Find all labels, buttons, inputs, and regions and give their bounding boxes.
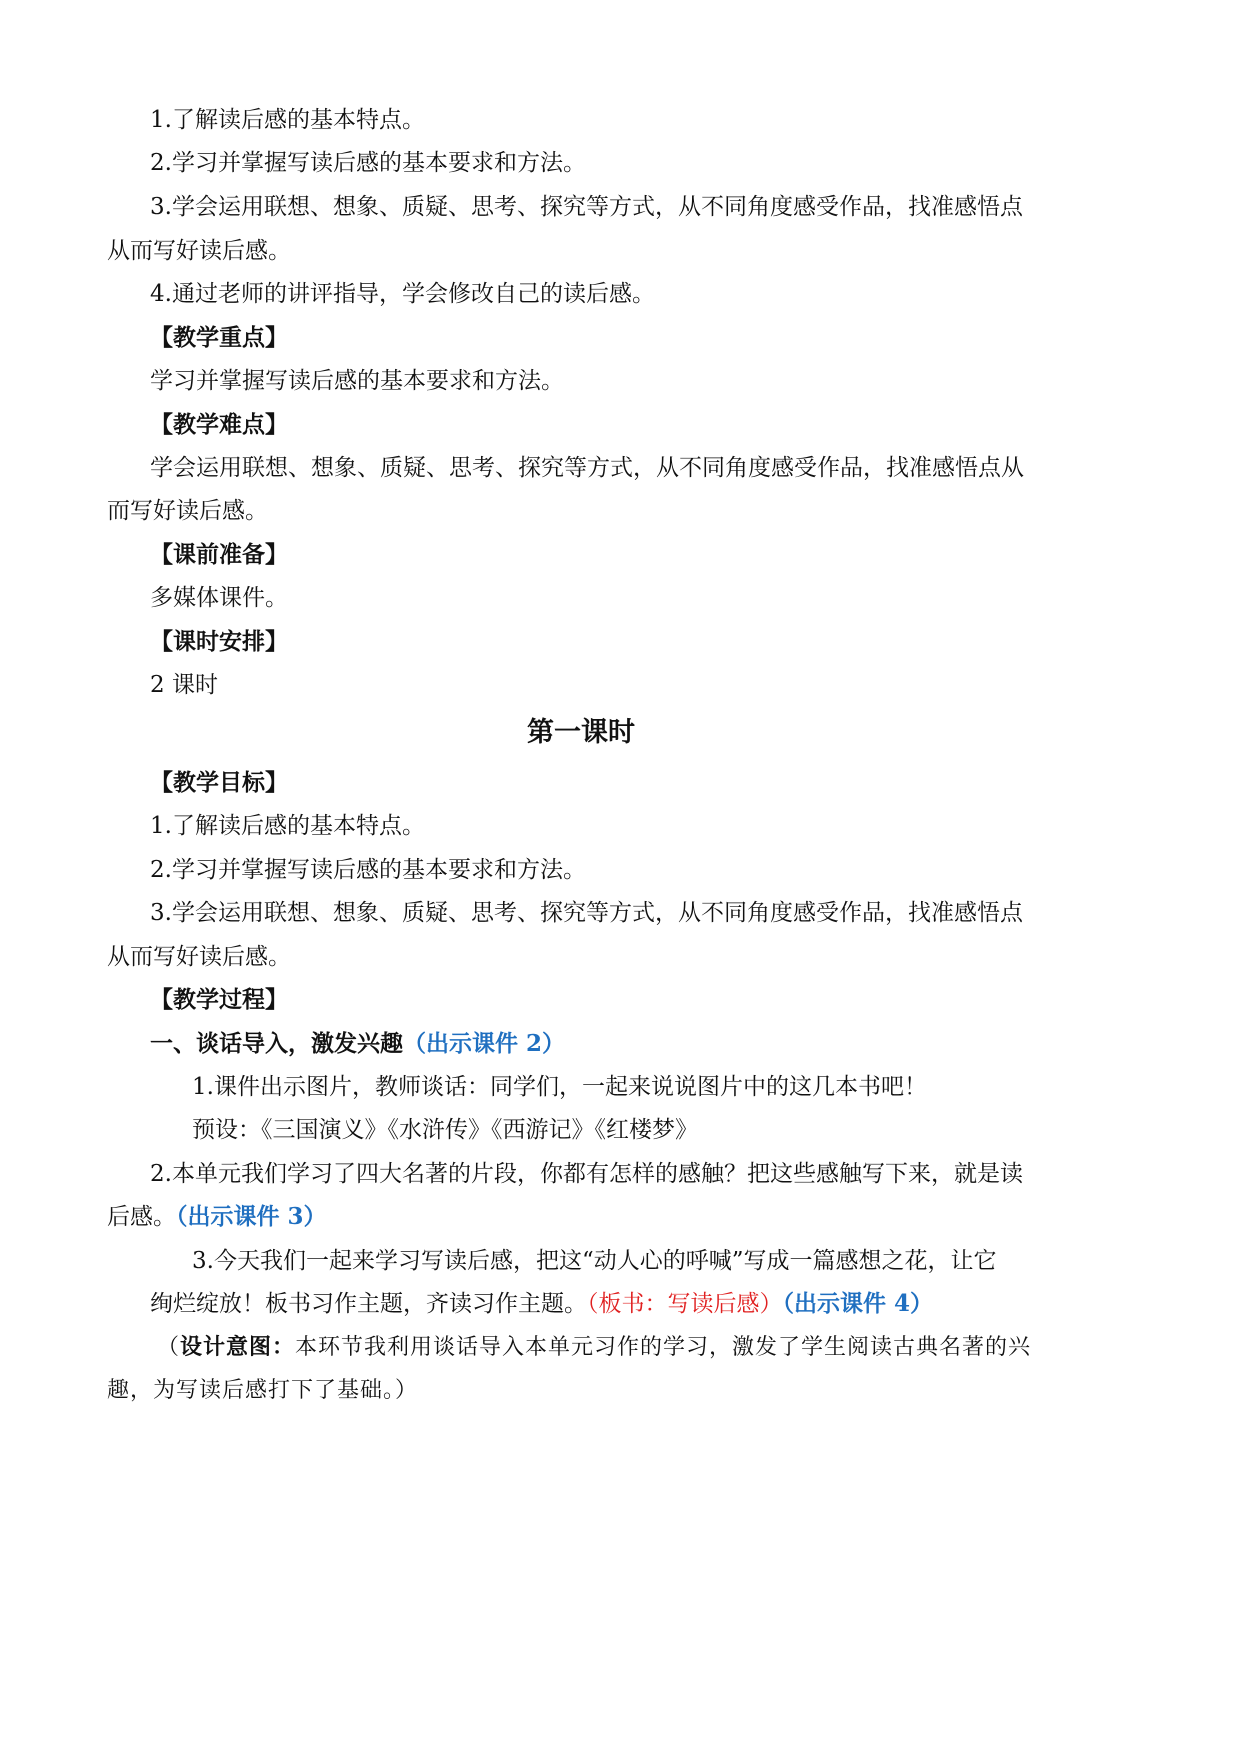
difficulty-text-1: 学会运用联想、想象、质疑、思考、探究等方式，从不同角度感受作品，找准感悟点从 [150,455,1024,481]
schedule-heading: 【课时安排】 [150,628,288,655]
difficulty-text-2: 而写好读后感。 [107,498,268,524]
lesson-objective-3: 3.学会运用联想、想象、质疑、思考、探究等方式，从不同角度感受作品，找准感悟点 [150,900,1023,926]
objective-2: 2.学习并掌握写读后感的基本要求和方法。 [150,150,586,176]
step-3-text: 绚烂绽放！板书习作主题，齐读习作主题。 [150,1291,587,1317]
section-1-line [150,1028,565,1060]
section-1-title: 一、谈话导入，激发兴趣 [150,1030,403,1057]
objective-3-cont: 从而写好读后感。 [107,238,291,264]
step-1: 1.课件出示图片，教师谈话：同学们，一起来说说图片中的这几本书吧！ [192,1074,927,1100]
step-2-line-1: 2.本单元我们学习了四大名著的片段，你都有怎样的感触？把这些感触写下来，就是读 [150,1161,1023,1187]
focus-heading: 【教学重点】 [150,324,288,351]
design-intent-label: 设计意图： [180,1335,296,1360]
objective-3: 3.学会运用联想、想象、质疑、思考、探究等方式，从不同角度感受作品，找准感悟点 [150,194,1023,220]
preset-answer: 预设：《三国演义》《水浒传》《西游记》《红楼梦》 [192,1117,698,1143]
step-2-text: 后感。 [107,1204,176,1230]
schedule-text: 2 课时 [150,672,218,698]
difficulty-heading: 【教学难点】 [150,411,288,438]
courseware-ref-4: （出示课件 4） [782,1290,934,1317]
objective-4: 4.通过老师的讲评指导，学会修改自己的读后感。 [150,281,655,307]
design-intent-line-1 [157,1332,1031,1364]
design-intent-open: （ [157,1335,181,1360]
lesson-objective-2: 2.学习并掌握写读后感的基本要求和方法。 [150,857,586,883]
design-intent-text: 本环节我利用谈话导入本单元习作的学习，激发了学生阅读古典名著的兴 [295,1335,1032,1360]
objective-1: 1.了解读后感的基本特点。 [150,107,425,133]
step-2-line-2 [107,1201,327,1233]
focus-text: 学习并掌握写读后感的基本要求和方法。 [150,368,564,394]
lesson-objective-1: 1.了解读后感的基本特点。 [150,813,425,839]
step-3-line-1: 3.今天我们一起来学习写读后感，把这“动人心的呼喊”写成一篇感想之花，让它 [192,1248,997,1274]
preparation-heading: 【课前准备】 [150,541,288,568]
lesson-title: 第一课时 [527,717,635,748]
lesson-objective-3-cont: 从而写好读后感。 [107,944,291,970]
board-note: （板书：写读后感） [587,1291,783,1317]
step-3-line-2 [150,1288,933,1320]
design-intent-line-2: 趣，为写读后感打下了基础。） [107,1378,419,1403]
preparation-text: 多媒体课件。 [150,585,288,611]
courseware-ref-2: （出示课件 2） [403,1030,566,1057]
lesson-objectives-heading: 【教学目标】 [150,769,288,796]
process-heading: 【教学过程】 [150,986,288,1013]
courseware-ref-3: （出示课件 3） [176,1203,327,1230]
